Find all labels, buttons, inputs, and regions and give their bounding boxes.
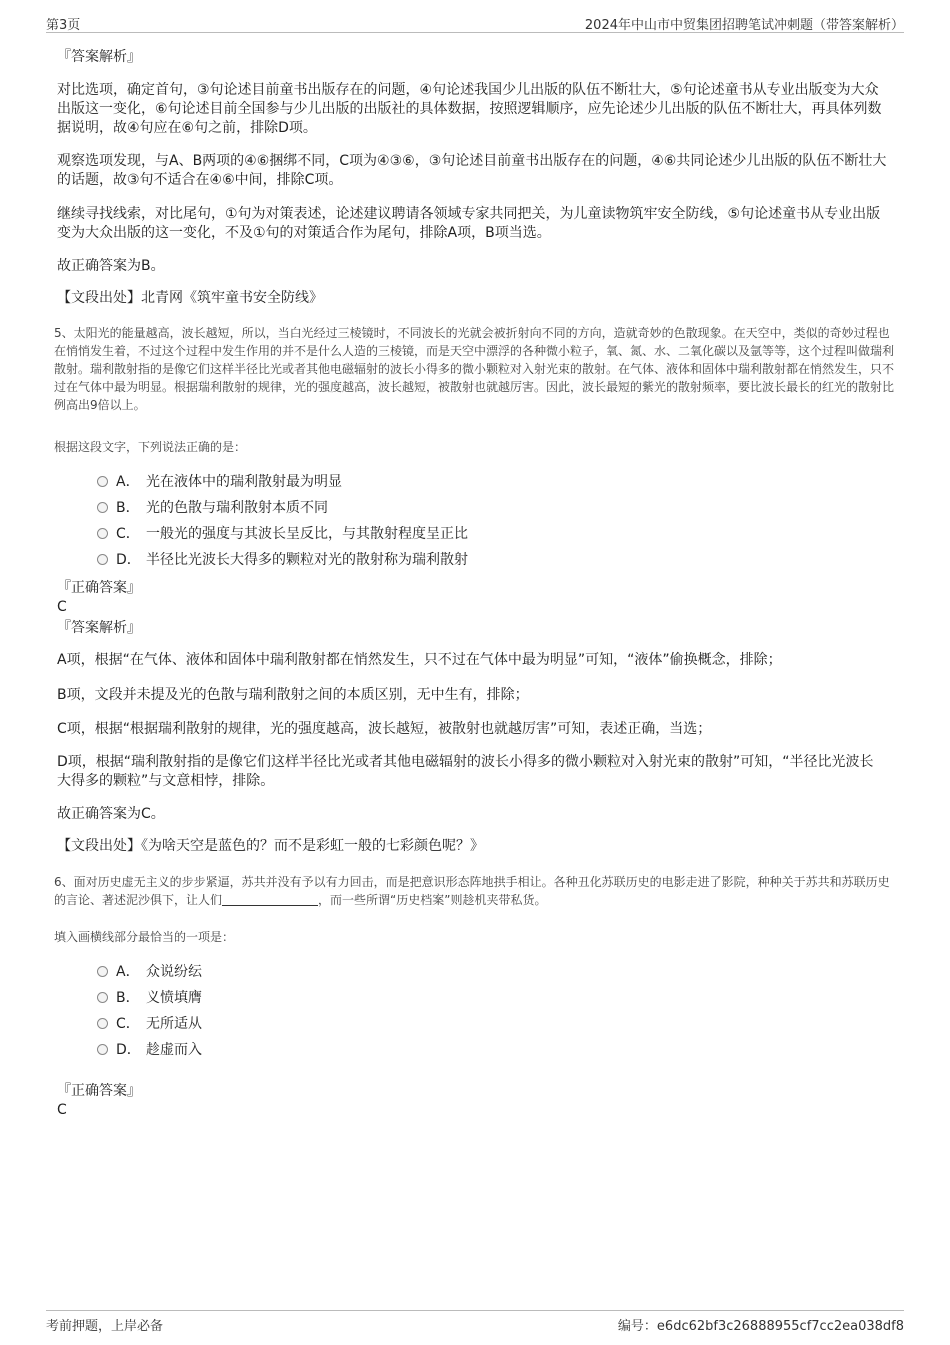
q4-conclusion: 故正确答案为B。 (57, 258, 165, 274)
page-header (46, 12, 904, 33)
q6-answer-label: 『正确答案』 (57, 1083, 141, 1099)
radio-icon[interactable] (97, 476, 108, 487)
q4-explain-label: 『答案解析』 (57, 49, 141, 65)
q6-option-a[interactable]: A． 众说纷纭 (97, 962, 202, 982)
q4-explain-p3: 继续寻找线索，对比尾句，①句为对策表述，论述建议聘请各领域专家共同把关，为儿童读物筑牢安全防线，⑤句论述童书从专业出版变为大众出版的这一变化，不及①句的对策适合作为尾句，排除A项，B项当选。 (57, 206, 881, 241)
q5-explain-d: D项，根据“瑞利散射指的是像它们这样半径比光或者其他电磁辐射的波长小得多的微小颗粒对入射光束的散射”可知，“半径比光波长大得多的颗粒”与文意相悖，排除。 (57, 754, 874, 789)
document-code: 编号：e6dc62bf3c26888955cf7cc2ea038df8 (617, 1319, 904, 1334)
q6-option-c[interactable]: C． 无所适从 (97, 1014, 202, 1034)
answer-blank (222, 893, 318, 906)
q6-answer: C (57, 1102, 67, 1118)
q5-option-a[interactable]: A． 光在液体中的瑞利散射最为明显 (97, 472, 342, 492)
q5-option-d[interactable]: D． 半径比光波长大得多的颗粒对光的散射称为瑞利散射 (97, 550, 468, 570)
q5-question: 根据这段文字，下列说法正确的是： (54, 440, 247, 454)
q5-answer-label: 『正确答案』 (57, 580, 141, 596)
document-title: 2024年中山市中贸集团招聘笔试冲刺题（带答案解析） (584, 18, 904, 33)
radio-icon[interactable] (97, 1018, 108, 1029)
q5-explain-a: A项，根据“在气体、液体和固体中瑞利散射都在悄然发生，只不过在气体中最为明显”可知，“液体”偷换概念，排除； (57, 652, 782, 668)
radio-icon[interactable] (97, 502, 108, 513)
q5-explain-c: C项，根据“根据瑞利散射的规律，光的强度越高，波长越短，被散射也就越厉害”可知，表述正确，当选； (57, 721, 712, 737)
q5-option-b[interactable]: B． 光的色散与瑞利散射本质不同 (97, 498, 328, 518)
q4-explain-p2: 观察选项发现，与A、B两项的④⑥捆绑不同，C项为④③⑥，③句论述目前童书出版存在的问题，④⑥共同论述少儿出版的队伍不断壮大的话题，故③句不适合在④⑥中间，排除C项。 (57, 153, 887, 188)
q5-explain-label: 『答案解析』 (57, 620, 141, 636)
q6-option-b[interactable]: B． 义愤填膺 (97, 988, 202, 1008)
radio-icon[interactable] (97, 528, 108, 539)
q4-source: 【文段出处】北青网《筑牢童书安全防线》 (57, 290, 323, 306)
q5-explain-b: B项，文段并未提及光的色散与瑞利散射之间的本质区别，无中生有，排除； (57, 687, 529, 703)
radio-icon[interactable] (97, 1044, 108, 1055)
q4-explain-p1: 对比选项，确定首句，③句论述目前童书出版存在的问题，④句论述我国少儿出版的队伍不断壮大，⑤句论述童书从专业出版变为大众出版这一变化，⑥句论述目前全国参与少儿出版的出版社的具体数据，按照逻辑顺序，应先论述少儿出版的队伍不断壮大，再具体列数据说明，故④句应在⑥句之前，排除D项。 (57, 82, 882, 136)
page-footer (46, 1310, 904, 1335)
q5-conclusion: 故正确答案为C。 (57, 806, 165, 822)
radio-icon[interactable] (97, 966, 108, 977)
footer-slogan: 考前押题，上岸必备 (46, 1319, 164, 1334)
radio-icon[interactable] (97, 992, 108, 1003)
q6-question: 填入画横线部分最恰当的一项是： (54, 930, 235, 944)
q6-passage: 6、面对历史虚无主义的步步紧逼，苏共并没有予以有力回击，而是把意识形态阵地拱手相让。各种丑化苏联历史的电影走进了影院，种种关于苏共和苏联历史的言论、著述泥沙俱下，让人们 ，而一些所谓“历史档案”则趁机夹带私货。 (54, 875, 890, 907)
radio-icon[interactable] (97, 554, 108, 565)
q5-passage: 5、太阳光的能量越高，波长越短，所以，当白光经过三棱镜时，不同波长的光就会被折射向不同的方向，造就奇妙的色散现象。在天空中，类似的奇妙过程也在悄悄发生着，不过这个过程中发生作用的并不是什么人造的三棱镜，而是天空中漂浮的各种微小粒子，氧、氮、水、二氧化碳以及氩等等，这个过程叫做瑞利散射。瑞利散射指的是像它们这样半径比光或者其他电磁辐射的波长小得多的微小颗粒对入射光束的散射。在气体、液体和固体中瑞利散射都在悄然发生，只不过在气体中最为明显。根据瑞利散射的规律，光的强度越高，波长越短，被散射也就越厉害。因此，波长最短的紫光的散射频率，要比波长最长的红光的散射比例高出9倍以上。 (54, 326, 895, 412)
q6-option-d[interactable]: D． 趁虚而入 (97, 1040, 202, 1060)
q5-source: 【文段出处】《为啥天空是蓝色的？而不是彩虹一般的七彩颜色呢？》 (57, 838, 484, 854)
q5-option-c[interactable]: C． 一般光的强度与其波长呈反比，与其散射程度呈正比 (97, 524, 468, 544)
q5-answer: C (57, 599, 67, 615)
page-number: 第3页 (46, 18, 81, 33)
